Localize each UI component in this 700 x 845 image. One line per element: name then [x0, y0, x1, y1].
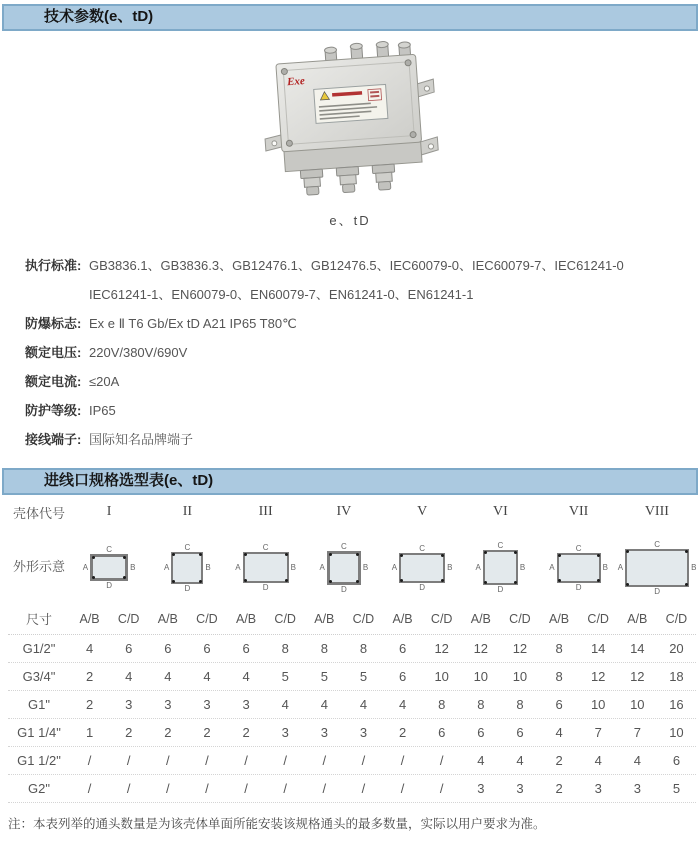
table-cell: 4 — [164, 669, 172, 684]
corner-screw-dot — [244, 553, 247, 556]
table-cell: 6 — [672, 753, 681, 768]
table-cell: 8 — [516, 697, 524, 712]
shell-outline — [399, 553, 445, 583]
corner-screw-dot — [514, 581, 517, 584]
corner-screw-dot — [626, 550, 629, 553]
size-col-header: A/B — [392, 611, 413, 626]
table-cell: 7 — [594, 725, 602, 740]
shell-outline — [90, 554, 128, 581]
size-col-header: C/D — [196, 611, 218, 626]
table-cell: 3 — [516, 781, 524, 796]
table-cell: / — [87, 781, 92, 796]
shape-middle-row — [164, 552, 211, 584]
size-col-header: C/D — [352, 611, 375, 626]
shape-label-top: C — [340, 541, 347, 551]
corner-label: 壳体代号 — [12, 505, 65, 521]
table-cell: 8 — [555, 669, 563, 684]
size-col-header: A/B — [157, 611, 178, 626]
spec-value: IEC61241-1、EN60079-0、EN60079-7、EN61241-0、EN61241-1 — [89, 287, 474, 302]
table-cell: 4 — [125, 669, 133, 684]
shell-outline — [327, 551, 361, 585]
corner-screw-dot — [356, 553, 359, 556]
spec-value-lines — [89, 396, 690, 425]
table-cell: / — [283, 753, 287, 768]
thread-size-label: G1 1/4" — [17, 725, 61, 740]
shell-shape-diagram — [392, 544, 453, 592]
size-col-header: A/B — [548, 611, 570, 626]
shape-label-bottom: D — [575, 582, 582, 592]
spec-row — [25, 425, 690, 454]
shape-cell — [383, 539, 461, 592]
shell-code: I — [106, 504, 112, 519]
corner-screw-dot — [329, 553, 332, 556]
section-title-text: 进线口规格选型表(e、tD) — [44, 472, 214, 489]
size-col-header: A/B — [79, 611, 100, 626]
table-cell: 3 — [320, 725, 328, 740]
table-cell: 16 — [669, 697, 684, 712]
shape-label-left: A — [391, 563, 398, 572]
size-col-header: C/D — [430, 611, 453, 626]
shell-code: III — [258, 504, 273, 519]
shell-shape-diagram — [83, 545, 136, 590]
table-cell: 8 — [359, 641, 368, 656]
spec-row — [25, 396, 690, 425]
shape-label-left: A — [475, 563, 481, 572]
size-col-header: C/D — [665, 611, 688, 626]
table-cell: 2 — [164, 725, 172, 740]
table-cell: 12 — [512, 641, 528, 656]
corner-screw-dot — [92, 556, 95, 559]
section-header-inlet-table — [2, 468, 698, 495]
table-cell: / — [244, 753, 248, 768]
shape-cell — [70, 540, 148, 590]
spec-row — [25, 338, 690, 367]
shape-cell — [305, 537, 383, 594]
table-cell: / — [361, 753, 366, 768]
corner-screw-dot — [484, 551, 487, 554]
shape-label-left: A — [82, 563, 89, 572]
table-cell: 4 — [398, 697, 407, 712]
table-cell: 5 — [320, 669, 328, 684]
spec-value: IP65 — [89, 403, 116, 418]
shape-cell — [461, 536, 539, 594]
size-col-header: C/D — [274, 611, 296, 626]
shape-label-right: B — [691, 563, 697, 572]
table-cell: / — [205, 781, 209, 796]
shape-middle-row — [549, 553, 608, 583]
table-cell: 2 — [125, 725, 133, 740]
table-cell: 2 — [85, 697, 94, 712]
spec-value: 220V/380V/690V — [89, 345, 188, 360]
shape-middle-row — [618, 549, 697, 587]
corner-screw-dot — [685, 583, 688, 586]
shape-cell — [618, 535, 696, 596]
table-cell: / — [126, 781, 131, 796]
shape-label-top: C — [654, 539, 660, 549]
table-cell: / — [361, 781, 366, 796]
table-cell: 4 — [281, 697, 289, 712]
corner-screw-dot — [597, 554, 600, 557]
corner-screw-dot — [172, 580, 175, 583]
shell-code: IV — [336, 504, 352, 519]
size-col-header: A/B — [470, 611, 491, 626]
table-cell: 6 — [164, 641, 172, 656]
spec-row — [25, 309, 690, 338]
product-caption: e、tD — [329, 213, 371, 228]
corner-screw-dot — [558, 554, 561, 557]
spec-value-lines — [89, 338, 690, 367]
size-col-header: A/B — [314, 611, 335, 626]
table-cell: / — [439, 781, 444, 796]
table-cell: 10 — [512, 669, 528, 684]
table-cell: / — [283, 781, 287, 796]
table-row — [8, 635, 696, 663]
shape-middle-row — [235, 552, 296, 583]
size-col-header: C/D — [509, 611, 531, 626]
corner-screw-dot — [400, 579, 403, 582]
corner-screw-dot — [597, 579, 600, 582]
shape-label-bottom: D — [340, 584, 347, 594]
table-cell: 4 — [242, 669, 250, 684]
corner-screw-dot — [329, 580, 332, 583]
table-cell: 8 — [281, 641, 289, 656]
corner-screw-dot — [441, 579, 444, 582]
table-cell: 3 — [203, 697, 211, 712]
table-row — [8, 747, 696, 775]
shape-label-bottom: D — [184, 583, 191, 593]
shell-outline — [625, 549, 689, 587]
table-cell: 6 — [203, 641, 211, 656]
table-cell: 2 — [242, 725, 250, 740]
spec-value-lines — [89, 367, 690, 396]
corner-screw-dot — [285, 579, 288, 582]
shape-label-bottom: D — [497, 585, 504, 594]
table-cell: 4 — [594, 753, 602, 768]
shape-label-top: C — [106, 545, 113, 554]
shape-label-right: B — [205, 563, 211, 572]
spec-label: 执行标准: — [25, 258, 82, 273]
shape-label-bottom: D — [654, 586, 660, 596]
table-cell: 2 — [555, 781, 563, 796]
shape-label-bottom: D — [419, 582, 426, 592]
shape-cell — [227, 538, 305, 592]
table-cell: 7 — [633, 725, 641, 740]
shape-diagram-row — [8, 527, 696, 603]
shape-label-left: A — [617, 563, 624, 572]
table-cell: 4 — [633, 753, 641, 768]
spec-value: GB3836.1、GB3836.3、GB12476.1、GB12476.5、IEC60079-0、IEC60079-7、IEC61241-0 — [89, 258, 624, 273]
shape-label-top: C — [497, 541, 504, 550]
inlet-spec-table — [0, 497, 700, 803]
shape-row-label: 外形示意 — [12, 558, 65, 574]
table-cell: 5 — [359, 669, 368, 684]
table-cell: 5 — [281, 669, 289, 684]
thread-size-label: G1/2" — [22, 641, 56, 656]
size-col-header: C/D — [587, 611, 609, 626]
corner-screw-dot — [626, 583, 629, 586]
corner-screw-dot — [400, 554, 403, 557]
table-cell: 10 — [669, 725, 684, 740]
shape-cell — [540, 539, 618, 592]
table-cell: 10 — [590, 697, 606, 712]
table-cell: 8 — [555, 641, 563, 656]
shell-code: V — [417, 504, 428, 519]
table-cell: 8 — [320, 641, 328, 656]
shell-outline — [171, 552, 203, 584]
shape-label-right: B — [290, 563, 296, 572]
shape-middle-row — [392, 553, 453, 583]
corner-screw-dot — [199, 580, 202, 583]
table-cell: 4 — [359, 697, 368, 712]
table-cell: 4 — [516, 753, 524, 768]
table-cell: 6 — [398, 669, 407, 684]
corner-screw-dot — [244, 579, 247, 582]
table-cell: / — [400, 753, 405, 768]
shape-cell — [148, 538, 226, 593]
corner-screw-dot — [356, 580, 359, 583]
shape-label-left: A — [164, 563, 170, 572]
table-cell: / — [166, 781, 170, 796]
table-cell: 6 — [555, 697, 563, 712]
table-cell: / — [166, 753, 170, 768]
shape-middle-row — [320, 551, 369, 585]
table-cell: 2 — [555, 753, 563, 768]
section-title-text: 技术参数(e、tD) — [44, 8, 154, 25]
table-cell: 10 — [434, 669, 449, 684]
table-cell: 6 — [242, 641, 250, 656]
table-cell: 6 — [477, 725, 485, 740]
corner-screw-dot — [484, 581, 487, 584]
shell-shape-diagram — [235, 543, 296, 592]
shape-middle-row — [476, 550, 526, 585]
shell-code: VII — [568, 504, 589, 519]
table-cell: 5 — [672, 781, 681, 796]
spec-label: 接线端子: — [25, 432, 82, 447]
shell-shape-diagram — [618, 540, 697, 596]
table-cell: / — [322, 753, 327, 768]
shape-label-bottom: D — [106, 581, 113, 590]
shape-label-top: C — [575, 543, 582, 553]
table-cell: 12 — [473, 641, 489, 656]
table-cell: 8 — [438, 697, 446, 712]
table-cell: / — [87, 753, 92, 768]
shape-label-top: C — [262, 543, 269, 552]
table-cell: 3 — [633, 781, 641, 796]
spec-row — [25, 367, 690, 396]
table-cell: / — [400, 781, 405, 796]
shell-shape-diagram — [549, 544, 608, 592]
table-row — [8, 719, 696, 747]
table-row — [8, 663, 696, 691]
table-cell: 3 — [594, 781, 602, 796]
shape-label-right: B — [130, 563, 136, 572]
shell-code-row — [8, 497, 696, 527]
spec-value-lines — [89, 425, 690, 454]
shape-label-right: B — [602, 563, 608, 572]
shell-outline — [483, 550, 518, 585]
table-cell: 6 — [438, 725, 446, 740]
table-cell: 6 — [516, 725, 524, 740]
table-cell: 2 — [398, 725, 407, 740]
junction-box-photo — [250, 41, 450, 201]
table-row — [8, 775, 696, 803]
shape-label-left: A — [549, 563, 555, 572]
table-cell: / — [322, 781, 327, 796]
table-cell: 3 — [359, 725, 368, 740]
table-cell: 1 — [85, 725, 94, 740]
shape-label-right: B — [447, 563, 453, 572]
exe-marking-label: Exe — [286, 75, 306, 89]
table-cell: / — [205, 753, 209, 768]
shell-code: VIII — [644, 504, 669, 519]
size-col-header: A/B — [627, 611, 648, 626]
table-cell: 12 — [630, 669, 645, 684]
spec-label: 额定电压: — [25, 345, 82, 360]
table-cell: 10 — [473, 669, 489, 684]
shell-outline — [243, 552, 289, 583]
shell-outline — [557, 553, 601, 583]
table-cell: / — [126, 753, 131, 768]
table-cell: 4 — [555, 725, 563, 740]
table-cell: 14 — [630, 641, 645, 656]
corner-screw-dot — [172, 553, 175, 556]
table-cell: 14 — [590, 641, 606, 656]
warning-nameplate — [314, 84, 388, 123]
shape-label-right: B — [519, 563, 526, 572]
section-header-tech-params — [2, 4, 698, 31]
spec-value: ≤20A — [89, 374, 120, 389]
table-cell: 18 — [669, 669, 684, 684]
table-cell: 4 — [203, 669, 211, 684]
corner-screw-dot — [123, 556, 126, 559]
table-cell: 3 — [281, 725, 289, 740]
corner-screw-dot — [199, 553, 202, 556]
shell-shape-diagram — [320, 542, 369, 594]
spec-value-lines — [89, 309, 690, 338]
size-col-header: C/D — [117, 611, 140, 626]
thread-size-label: G1 1/2" — [17, 753, 61, 768]
size-header-row — [8, 603, 696, 635]
table-cell: 6 — [398, 641, 407, 656]
page — [0, 4, 700, 833]
table-cell: 3 — [164, 697, 172, 712]
table-cell: 4 — [477, 753, 485, 768]
spec-label: 额定电流: — [25, 374, 82, 389]
table-cell: 2 — [203, 725, 211, 740]
table-row — [8, 691, 696, 719]
shape-label-left: A — [235, 563, 241, 572]
table-cell: 6 — [125, 641, 133, 656]
spec-value-lines — [89, 251, 690, 309]
shell-shape-diagram — [476, 541, 526, 594]
spec-row — [25, 251, 690, 309]
corner-screw-dot — [514, 551, 517, 554]
table-cell: / — [439, 753, 444, 768]
product-figure — [0, 41, 700, 229]
spec-value: 国际知名品牌端子 — [89, 432, 194, 447]
table-cell: 20 — [669, 641, 684, 656]
spec-value: Ex e Ⅱ T6 Gb/Ex tD A21 IP65 T80℃ — [89, 316, 297, 331]
table-cell: 12 — [590, 669, 606, 684]
table-cell: 3 — [242, 697, 250, 712]
shape-label-top: C — [419, 543, 426, 553]
table-cell: 4 — [320, 697, 328, 712]
table-cell: 3 — [477, 781, 485, 796]
table-cell: 3 — [125, 697, 133, 712]
corner-screw-dot — [92, 576, 95, 579]
shape-label-bottom: D — [262, 583, 269, 592]
corner-screw-dot — [558, 579, 561, 582]
table-cell: 2 — [85, 669, 94, 684]
shape-label-right: B — [362, 563, 369, 572]
shape-label-top: C — [184, 542, 191, 552]
table-cell: 4 — [85, 641, 94, 656]
corner-screw-dot — [685, 550, 688, 553]
corner-screw-dot — [285, 553, 288, 556]
corner-screw-dot — [123, 576, 126, 579]
shape-middle-row — [83, 554, 136, 581]
shell-code: II — [182, 504, 193, 519]
size-row-label: 尺寸 — [25, 612, 52, 627]
spec-list — [25, 251, 690, 454]
shell-shape-diagram — [164, 543, 211, 593]
table-cell: 10 — [630, 697, 645, 712]
size-col-header: A/B — [235, 611, 257, 626]
spec-label: 防护等级: — [25, 403, 82, 418]
spec-label: 防爆标志: — [25, 316, 82, 331]
thread-size-label: G2" — [28, 781, 50, 796]
thread-size-label: G1" — [28, 697, 50, 712]
table-cell: / — [244, 781, 248, 796]
table-note — [8, 815, 692, 833]
thread-size-label: G3/4" — [22, 669, 56, 684]
table-cell: 8 — [477, 697, 485, 712]
table-cell: 12 — [434, 641, 449, 656]
corner-screw-dot — [441, 554, 444, 557]
shell-code: VI — [492, 504, 508, 519]
shape-label-left: A — [319, 563, 325, 572]
table-note-text: 注：本表列举的通头数量是为该壳体单面所能安装该规格通头的最多数量，实际以用户要求为准。 — [8, 817, 546, 831]
